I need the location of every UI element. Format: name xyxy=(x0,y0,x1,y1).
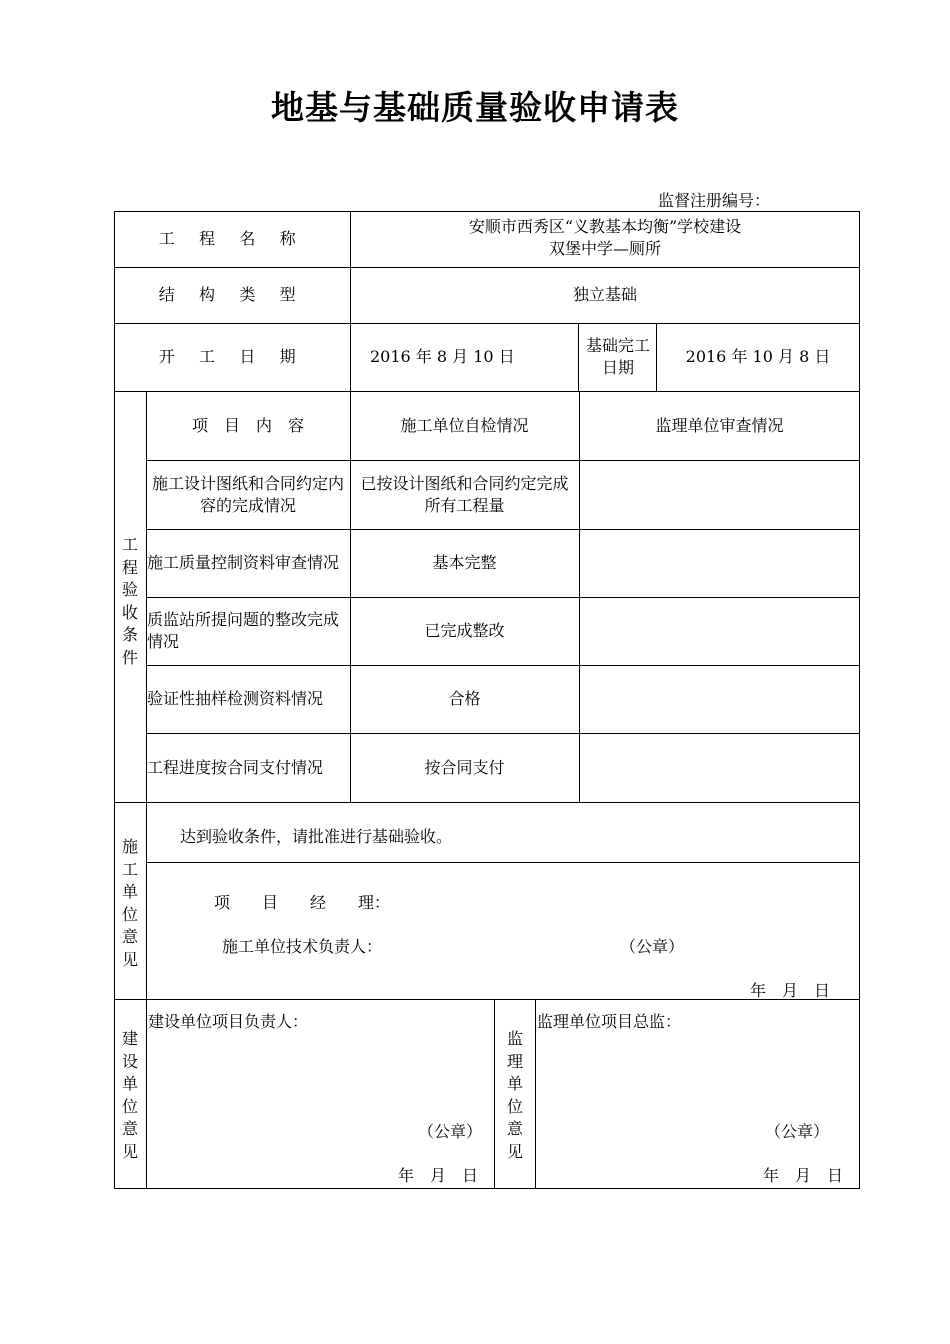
owner-representative-label: 建设单位项目负责人： xyxy=(148,1012,309,1031)
structure-type-label: 结 构 类 型 xyxy=(158,285,306,304)
condition-supervisor-result xyxy=(579,733,860,802)
supervisor-opinion-side-label: 监理单位意见 xyxy=(506,1029,523,1161)
finish-date-value: 2016 年 10 月 8 日 xyxy=(685,347,831,366)
condition-item: 验证性抽样检测资料情况 xyxy=(147,689,324,708)
condition-supervisor-result xyxy=(579,665,860,733)
condition-supervisor-result xyxy=(579,529,860,597)
condition-self-result: 按合同支付 xyxy=(424,757,505,777)
header-self-inspection: 施工单位自检情况 xyxy=(400,415,529,435)
column-divider xyxy=(535,999,536,1189)
condition-self-result: 合格 xyxy=(448,689,481,708)
project-manager-label: 项 目 经 理： xyxy=(214,893,391,912)
condition-item: 施工质量控制资料审查情况 xyxy=(147,553,340,572)
condition-item: 施工设计图纸和合同约定内容的完成情况 xyxy=(152,473,345,515)
finish-date-label: 基础完工日期 xyxy=(586,336,651,377)
form-title: 地基与基础质量验收申请表 xyxy=(271,88,679,127)
condition-supervisor-result xyxy=(579,460,860,529)
row-divider xyxy=(114,999,860,1000)
project-name-line-2: 双堡中学—厕所 xyxy=(548,239,661,258)
project-name-label: 工 程 名 称 xyxy=(158,229,306,248)
condition-supervisor-result xyxy=(579,597,860,665)
technical-lead-label: 施工单位技术负责人： xyxy=(222,937,383,956)
header-item-content: 项 目 内 容 xyxy=(191,415,304,435)
supervisor-seal: （公章） xyxy=(765,1122,830,1141)
acceptance-conditions-side-label: 工程验收条件 xyxy=(121,535,138,667)
contractor-date: 年 月 日 xyxy=(750,981,831,1000)
contractor-opinion-side-label: 施工单位意见 xyxy=(121,837,138,969)
structure-type-value: 独立基础 xyxy=(572,285,637,304)
condition-self-result: 已按设计图纸和合同约定完成所有工程量 xyxy=(360,473,569,515)
condition-item: 工程进度按合同支付情况 xyxy=(147,757,324,777)
owner-date: 年 月 日 xyxy=(398,1166,479,1185)
condition-self-result: 基本完整 xyxy=(432,553,497,572)
column-divider xyxy=(578,323,579,391)
row-divider xyxy=(114,802,860,803)
row-divider xyxy=(146,862,860,863)
registration-number-label: 监督注册编号： xyxy=(658,191,771,210)
chief-supervisor-label: 监理单位项目总监： xyxy=(537,1012,682,1031)
owner-opinion-side-label: 建设单位意见 xyxy=(121,1029,138,1161)
contractor-statement: 达到验收条件，请批准进行基础验收。 xyxy=(180,827,453,846)
header-supervisor-review: 监理单位审查情况 xyxy=(655,415,784,435)
supervisor-date: 年 月 日 xyxy=(763,1166,844,1185)
condition-item: 质监站所提问题的整改完成情况 xyxy=(147,610,340,651)
owner-seal: （公章） xyxy=(418,1122,483,1141)
start-date-value: 2016 年 8 月 10 日 xyxy=(370,347,515,366)
condition-self-result: 已完成整改 xyxy=(424,621,505,640)
column-divider xyxy=(494,999,495,1189)
project-name-value xyxy=(350,211,860,267)
contractor-seal: （公章） xyxy=(620,937,685,956)
project-name-line-1: 安顺市西秀区“义教基本均衡”学校建设 xyxy=(468,217,742,236)
start-date-label: 开 工 日 期 xyxy=(158,347,306,366)
